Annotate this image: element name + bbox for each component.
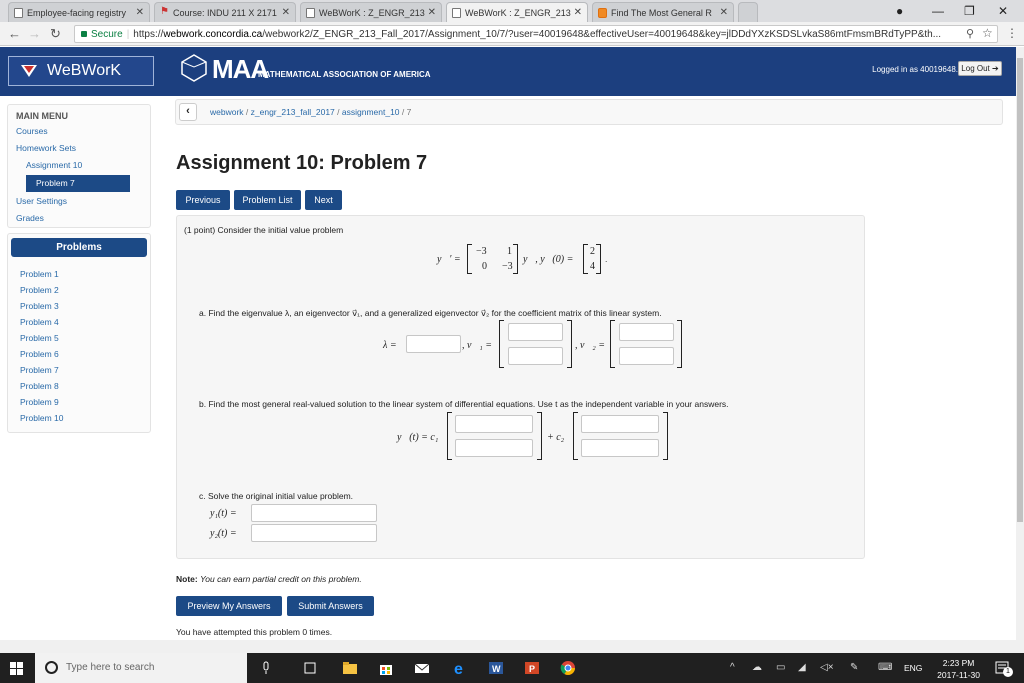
logo-text: WeBWorK [47, 62, 122, 79]
problem-link-6[interactable]: Problem 6 [20, 349, 59, 359]
matrix-a12: 1 [507, 246, 512, 257]
cortana-icon [45, 661, 58, 674]
problem-link-8[interactable]: Problem 8 [20, 381, 59, 391]
url-input[interactable] [74, 25, 998, 43]
sol2-input-top[interactable] [581, 415, 659, 433]
moodle-icon: ⚑ [160, 6, 169, 17]
v1-input-bottom[interactable] [508, 347, 563, 365]
preview-answers-button[interactable]: Preview My Answers [176, 596, 282, 616]
svg-text:W: W [492, 664, 501, 674]
previous-button[interactable]: Previous [176, 190, 230, 210]
browser-tab-4[interactable] [446, 2, 588, 22]
wifi-icon[interactable]: ◢ [798, 662, 806, 673]
matrix-a21: 0 [482, 261, 487, 272]
url-host: webwork.concordia.ca [163, 29, 263, 40]
matrix-bracket-right [513, 244, 518, 274]
v2-label: , v⃗₂ = [575, 340, 605, 351]
file-explorer-icon[interactable] [342, 660, 358, 676]
lock-icon [81, 31, 87, 37]
menu-courses-link[interactable]: Courses [16, 126, 48, 136]
v1-input-top[interactable] [508, 323, 563, 341]
main-menu [7, 104, 151, 228]
tab-title: Course: INDU 211 X 2171 [173, 8, 277, 18]
pen-icon[interactable]: ✎ [850, 662, 859, 673]
page-icon [306, 8, 315, 18]
initial-b2: 4 [590, 261, 595, 272]
site-header [0, 47, 1016, 96]
microphone-icon[interactable] [258, 660, 274, 676]
word-icon[interactable] [488, 660, 504, 676]
volume-icon[interactable]: ◁× [820, 662, 834, 673]
sol2-bracket-right [663, 412, 668, 460]
problem-link-4[interactable]: Problem 4 [20, 317, 59, 327]
maa-icosahedron-icon [180, 54, 208, 82]
next-button[interactable]: Next [305, 190, 342, 210]
close-window-icon[interactable]: ✕ [998, 4, 1009, 18]
problem-link-1[interactable]: Problem 1 [20, 269, 59, 279]
sol1-input-top[interactable] [455, 415, 533, 433]
new-tab-button[interactable] [738, 2, 758, 22]
address-bar-row [0, 22, 1024, 46]
close-tab-icon[interactable]: ✕ [281, 7, 290, 18]
matrix-bracket-left [467, 244, 472, 274]
notification-count-badge: 1 [1003, 667, 1013, 677]
sol1-bracket-left [447, 412, 452, 460]
zoom-icon[interactable]: ⚲ [966, 28, 975, 40]
tray-chevron-icon[interactable]: ^ [730, 662, 735, 673]
clock-date: 2017-11-30 [937, 670, 980, 680]
problem-body [176, 215, 865, 559]
page-title: Assignment 10: Problem 7 [176, 152, 428, 174]
attempts-text: You have attempted this problem 0 times. [176, 627, 333, 637]
keyboard-icon[interactable]: ⌨ [878, 662, 893, 673]
problem-intro: (1 point) Consider the initial value problem [184, 225, 344, 235]
problem-link-7[interactable]: Problem 7 [20, 365, 59, 375]
search-placeholder: Type here to search [66, 662, 155, 673]
tab-title: Employee-facing registry [27, 8, 127, 18]
browser-tab-bar [0, 0, 1024, 22]
close-tab-icon[interactable]: ✕ [719, 7, 728, 18]
page-icon [14, 8, 23, 18]
webwork-logo-icon [21, 64, 37, 78]
breadcrumb-separator: / [334, 107, 342, 117]
v1-bracket-left [499, 320, 504, 368]
chrome-icon[interactable] [560, 660, 576, 676]
v2-bracket-left [610, 320, 615, 368]
breadcrumb-assignment[interactable]: assignment_10 [341, 107, 400, 117]
menu-user-settings-link[interactable]: User Settings [16, 196, 68, 206]
svg-text:P: P [529, 664, 536, 674]
task-view-icon[interactable] [302, 660, 318, 676]
tab-title: WeBWorK : Z_ENGR_213 [319, 8, 425, 18]
taskbar-search-input[interactable] [35, 653, 247, 683]
profile-icon[interactable]: ● [896, 4, 904, 18]
tray-app-icon[interactable]: ☁ [752, 662, 762, 673]
svg-text:e: e [454, 661, 463, 676]
url-separator: | [126, 29, 130, 40]
matrix-a22: −3 [502, 261, 513, 272]
partial-credit-note [176, 574, 362, 584]
breadcrumb-separator: / [399, 107, 407, 117]
lambda-input[interactable] [406, 335, 461, 353]
note-text: You can earn partial credit on this problem. [200, 574, 362, 584]
note-label: Note: [176, 574, 198, 584]
problem-link-9[interactable]: Problem 9 [20, 397, 59, 407]
vector-bracket-left [583, 244, 588, 274]
browser-tab-3[interactable] [300, 2, 442, 22]
part-b-text: b. Find the most general real-valued solution to the linear system of differential equations. Use t as the independent variable in your answers. [199, 399, 729, 409]
url-path: /webwork2/Z_ENGR_213_Fall_2017/Assignment_10/7/?user=40019648&effectiveUser=40019648&key=jlDDdYXzKSDSLvkaS86mtFmsmBRdTyPP&th... [262, 29, 942, 40]
part-a-text: a. Find the eigenvalue λ, an eigenvector v⃗₁, and a generalized eigenvector v⃗₂ for the coefficient matrix of this linear system. [199, 308, 662, 318]
vector-bracket-right [596, 244, 601, 274]
breadcrumb [175, 99, 1003, 125]
problem-list-button[interactable]: Problem List [234, 190, 301, 210]
reload-icon[interactable]: ↻ [50, 26, 61, 41]
y1-label: y₁(t) = [210, 508, 237, 519]
sol1-bracket-right [537, 412, 542, 460]
part-c-text: c. Solve the original initial value problem. [199, 491, 354, 501]
horizontal-scrollbar[interactable] [0, 640, 1016, 653]
forward-arrow-icon[interactable]: → [28, 26, 41, 41]
sol2-bracket-left [573, 412, 578, 460]
problems-header: Problems [11, 238, 147, 257]
secure-label: Secure [91, 29, 123, 40]
bookmark-star-icon[interactable]: ☆ [982, 26, 993, 40]
problem-link-10[interactable]: Problem 10 [20, 413, 64, 423]
vertical-scrollbar-thumb[interactable] [1017, 58, 1023, 522]
store-icon[interactable] [378, 660, 394, 676]
equation-lhs: y⃗′ = [437, 254, 461, 265]
menu-assignment-link[interactable]: Assignment 10 [26, 160, 83, 170]
page-icon [452, 8, 461, 18]
maa-subtitle: MATHEMATICAL ASSOCIATION OF AMERICA [258, 70, 431, 79]
v2-input-bottom[interactable] [619, 347, 674, 365]
language-indicator[interactable]: ENG [904, 663, 923, 673]
breadcrumb-webwork[interactable]: webwork [210, 107, 244, 117]
close-tab-icon[interactable]: ✕ [573, 7, 582, 18]
menu-homework-sets-link[interactable]: Homework Sets [16, 143, 76, 153]
lambda-label: λ = [383, 340, 397, 351]
y2-input[interactable] [251, 524, 377, 542]
y1-input[interactable] [251, 504, 377, 522]
initial-b1: 2 [590, 246, 595, 257]
close-tab-icon[interactable]: ✕ [135, 7, 144, 18]
problem-link-2[interactable]: Problem 2 [20, 285, 59, 295]
restore-icon[interactable]: ❐ [964, 4, 975, 18]
chevron-left-icon[interactable]: ‹ [179, 103, 197, 121]
submit-answers-button[interactable]: Submit Answers [287, 596, 374, 616]
windows-start-icon[interactable] [10, 662, 23, 675]
equation-period: . [605, 254, 608, 264]
v1-label: , v⃗₁ = [462, 340, 492, 351]
plus-c2-label: + c₂ [547, 432, 565, 443]
maa-text: MAA [212, 54, 269, 84]
y2-label: y₂(t) = [210, 528, 237, 539]
problems-panel [7, 233, 151, 433]
edge-browser-icon[interactable] [452, 660, 468, 676]
breadcrumb-course[interactable]: z_engr_213_fall_2017 [250, 107, 335, 117]
menu-grades-link[interactable]: Grades [16, 213, 44, 223]
matrix-a11: −3 [476, 246, 487, 257]
tab-title: Find The Most General R [611, 8, 712, 18]
main-menu-title: MAIN MENU [16, 111, 68, 121]
equation-mid: y⃗, y⃗(0) = [523, 254, 574, 265]
taskbar-clock[interactable] [937, 657, 980, 681]
v2-bracket-right [677, 320, 682, 368]
problem-link-3[interactable]: Problem 3 [20, 301, 59, 311]
minimize-icon[interactable]: — [932, 4, 944, 18]
sol1-input-bottom[interactable] [455, 439, 533, 457]
breadcrumb-current: 7 [406, 107, 412, 117]
problem-link-5[interactable]: Problem 5 [20, 333, 59, 343]
browser-tab-2[interactable] [154, 2, 296, 22]
browser-tab-1[interactable] [8, 2, 150, 22]
windows-taskbar [0, 653, 1024, 683]
menu-current-problem[interactable]: Problem 7 [26, 175, 130, 192]
v2-input-top[interactable] [619, 323, 674, 341]
chegg-icon [598, 8, 607, 18]
breadcrumb-path [210, 107, 411, 117]
mail-icon[interactable] [414, 660, 430, 676]
url-prefix: https:// [133, 29, 164, 40]
back-arrow-icon[interactable]: ← [8, 26, 21, 41]
battery-icon[interactable]: ▭ [776, 662, 786, 673]
webwork-logo[interactable] [8, 56, 154, 86]
powerpoint-icon[interactable] [524, 660, 540, 676]
menu-dots-icon[interactable]: ⋮ [1006, 26, 1018, 40]
general-solution-label: y⃗(t) = c₁ [397, 432, 439, 443]
logout-button[interactable]: Log Out ➔ [958, 61, 1002, 76]
close-tab-icon[interactable]: ✕ [427, 7, 436, 18]
breadcrumb-separator: / [243, 107, 251, 117]
clock-time: 2:23 PM [942, 658, 975, 668]
sol2-input-bottom[interactable] [581, 439, 659, 457]
tab-title: WeBWorK : Z_ENGR_213 [465, 8, 571, 18]
browser-tab-5[interactable] [592, 2, 734, 22]
v1-bracket-right [567, 320, 572, 368]
logged-in-label: Logged in as 40019648. [872, 65, 958, 74]
